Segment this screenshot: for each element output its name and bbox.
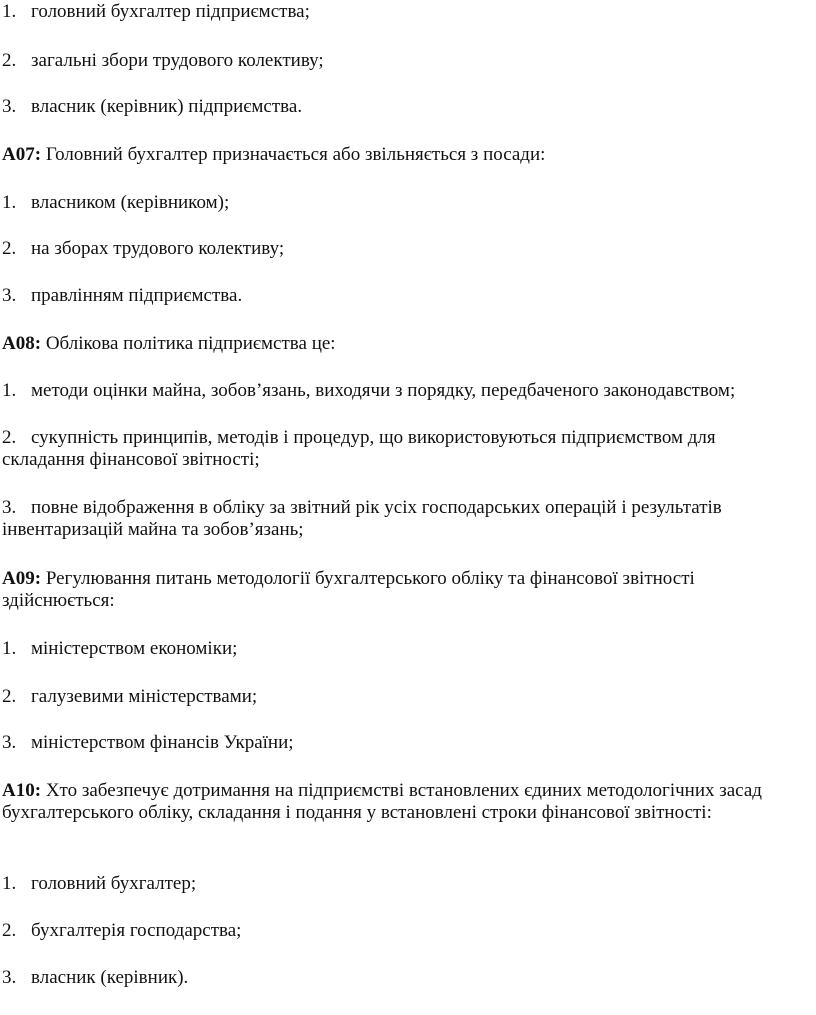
q07-option-3 [2, 285, 242, 307]
option-text: власником (керівником); [31, 192, 230, 213]
option-text: головний бухгалтер підприємства; [31, 1, 310, 22]
question-text: Регулювання питань методології бухгалтерського обліку та фінансової звітності здійснюється: [2, 568, 695, 611]
option-number: 3. [2, 967, 17, 988]
option-text: міністерством фінансів України; [31, 732, 294, 753]
q09-option-1 [2, 638, 237, 660]
option-text: сукупність принципів, методів і процедур, що використовуються підприємством для складання фінансової звітності; [2, 427, 716, 470]
q06-option-1 [2, 1, 310, 23]
option-number: 2. [2, 427, 17, 448]
q07-option-2 [2, 238, 284, 260]
option-text: міністерством економіки; [31, 638, 238, 659]
q09-option-3 [2, 732, 294, 754]
option-number: 3. [2, 732, 17, 753]
q10-option-2 [2, 920, 241, 942]
question-id: А08: [2, 333, 42, 354]
q08-option-1 [2, 380, 735, 402]
option-text: на зборах трудового колективу; [31, 238, 285, 259]
q06-option-3 [2, 96, 302, 118]
option-number: 2. [2, 50, 17, 71]
option-number: 2. [2, 920, 17, 941]
option-text: правлінням підприємства. [31, 285, 243, 306]
option-number: 3. [2, 285, 17, 306]
option-text: повне відображення в обліку за звітний рік усіх господарських операцій і результатів інвентаризацій майна та зобов’язань; [2, 497, 722, 540]
q09-question [2, 568, 802, 612]
option-text: власник (керівник) підприємства. [31, 96, 303, 117]
option-text: головний бухгалтер; [31, 873, 197, 894]
q08-question [2, 333, 336, 355]
q08-option-3 [2, 497, 802, 541]
q08-option-2 [2, 427, 802, 471]
option-number: 1. [2, 1, 17, 22]
question-id: А07: [2, 144, 42, 165]
option-number: 1. [2, 380, 17, 401]
question-id: А09: [2, 568, 42, 589]
option-text: методи оцінки майна, зобов’язань, виходячи з порядку, передбаченого законодавством; [31, 380, 736, 401]
question-text: Облікова політика підприємства це: [41, 333, 336, 354]
q07-question [2, 144, 545, 166]
q09-option-2 [2, 686, 257, 708]
question-text: Хто забезпечує дотримання на підприємстві встановлених єдиних методологічних засад бухгалтерського обліку, складання і подання у встановлені строки фінансової звітності: [2, 780, 762, 823]
option-number: 3. [2, 96, 17, 117]
option-number: 3. [2, 497, 17, 518]
option-number: 2. [2, 238, 17, 259]
option-text: загальні збори трудового колективу; [31, 50, 324, 71]
question-id: А10: [2, 780, 42, 801]
option-number: 2. [2, 686, 17, 707]
option-number: 1. [2, 638, 17, 659]
option-number: 1. [2, 873, 17, 894]
option-text: галузевими міністерствами; [31, 686, 258, 707]
q07-option-1 [2, 192, 229, 214]
q10-question [2, 780, 802, 824]
q10-option-3 [2, 967, 188, 989]
option-number: 1. [2, 192, 17, 213]
q10-option-1 [2, 873, 196, 895]
q06-option-2 [2, 50, 324, 72]
question-text: Головний бухгалтер призначається або звільняється з посади: [41, 144, 546, 165]
option-text: власник (керівник). [31, 967, 189, 988]
option-text: бухгалтерія господарства; [31, 920, 242, 941]
